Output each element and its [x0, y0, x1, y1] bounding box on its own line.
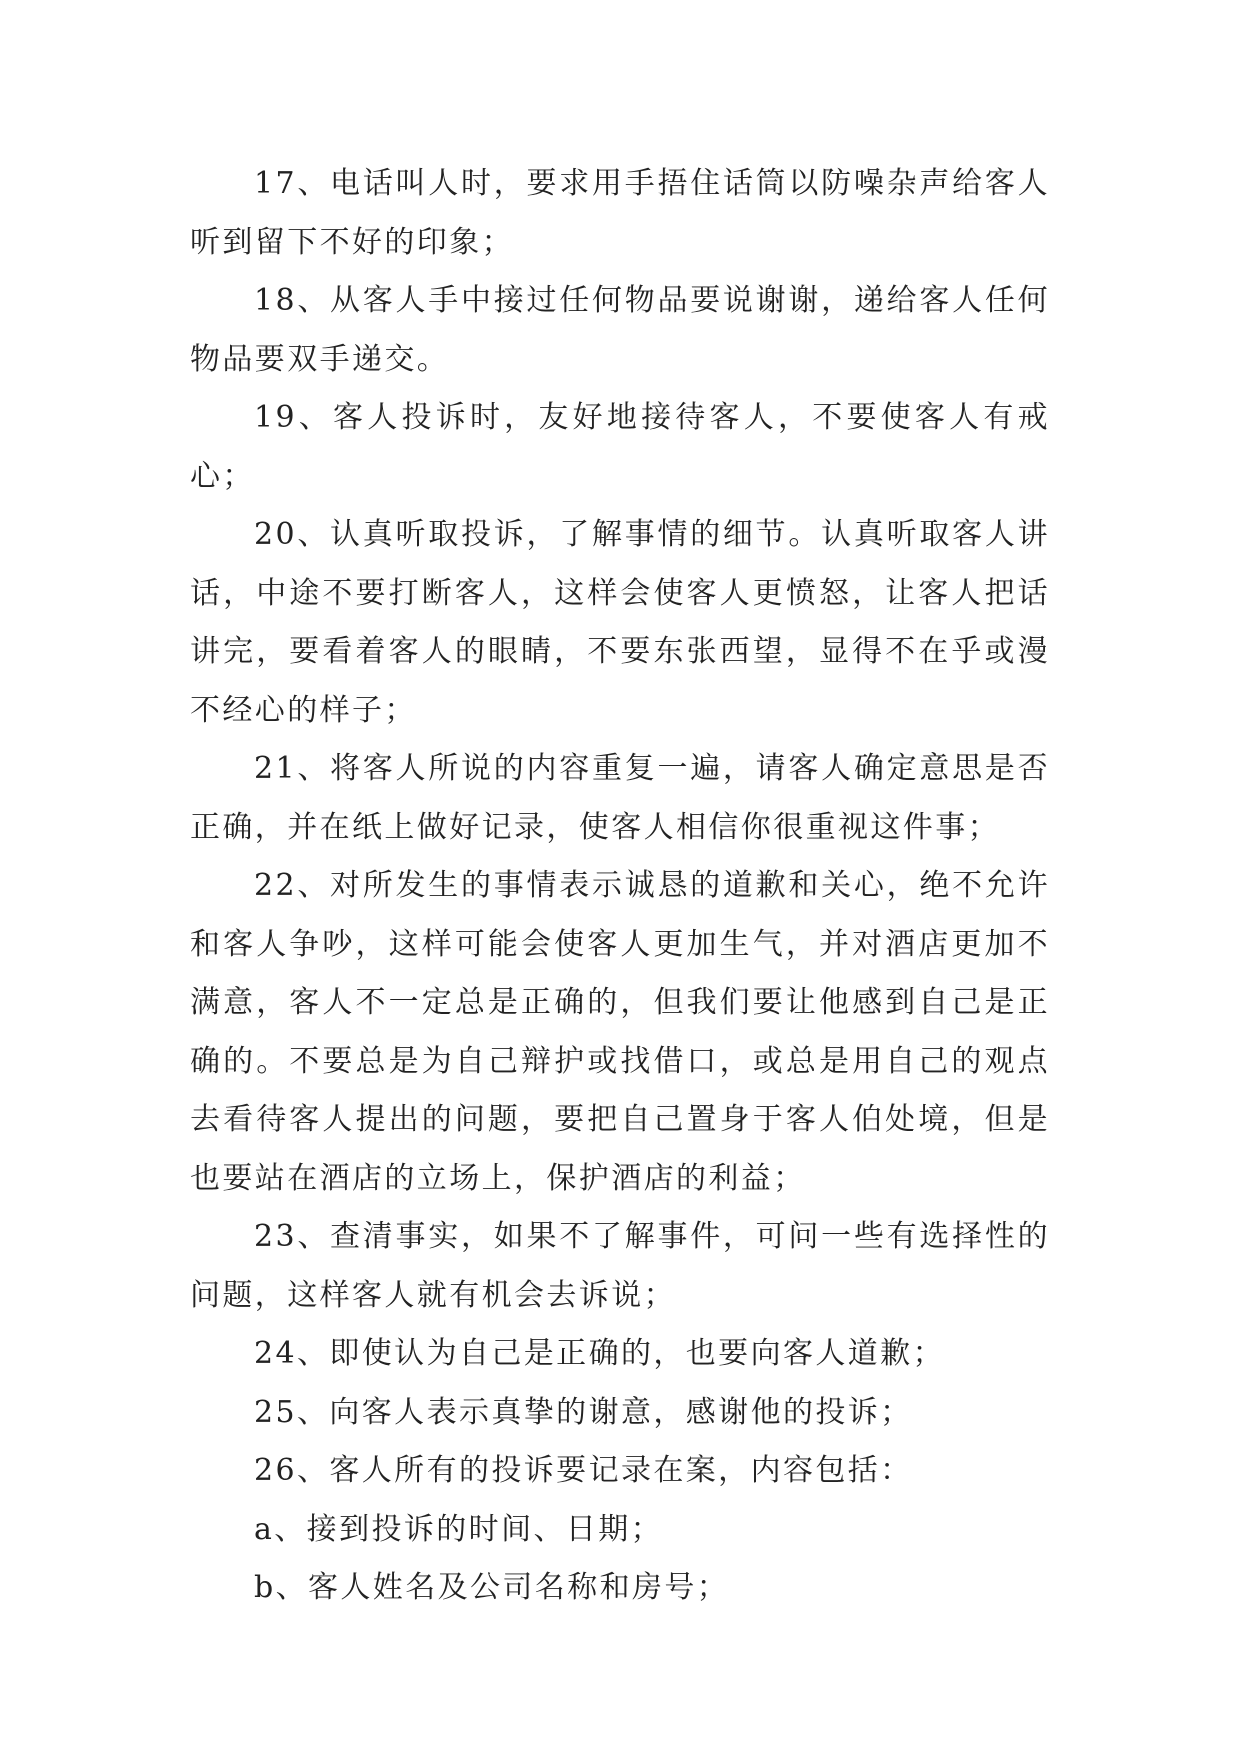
paragraph-23: 23、查清事实，如果不了解事件，可问一些有选择性的问题，这样客人就有机会去诉说； [190, 1219, 1050, 1313]
paragraph-19: 19、客人投诉时，友好地接待客人，不要使客人有戒心； [190, 400, 1050, 494]
list-item-b: b、客人姓名及公司名称和房号； [254, 1570, 730, 1605]
paragraph-21: 21、将客人所说的内容重复一遍，请客人确定意思是否正确，并在纸上做好记录，使客人相信你很重视这件事； [190, 751, 1050, 845]
paragraph-17: 17、电话叫人时，要求用手捂住话筒以防噪杂声给客人听到留下不好的印象； [190, 166, 1050, 260]
paragraph-22: 22、对所发生的事情表示诚恳的道歉和关心，绝不允许和客人争吵，这样可能会使客人更加生气，并对酒店更加不满意，客人不一定总是正确的，但我们要让他感到自己是正确的。不要总是为自己辩护或找借口，或总是用自己的观点去看待客人提出的问题，要把自己置身于客人伯处境，但是也要站在酒店的立场上，保护酒店的利益； [190, 868, 1050, 1196]
list-item-a: a、接到投诉的时间、日期； [254, 1511, 664, 1547]
paragraph-18: 18、从客人手中接过任何物品要说谢谢，递给客人任何物品要双手递交。 [190, 283, 1050, 377]
document-body [190, 155, 1050, 1618]
paragraph-25: 25、向客人表示真挚的谢意，感谢他的投诉； [254, 1394, 913, 1430]
paragraph-20: 20、认真听取投诉，了解事情的细节。认真听取客人讲话，中途不要打断客人，这样会使客人更愤怒，让客人把话讲完，要看着客人的眼睛，不要东张西望，显得不在乎或漫不经心的样子； [190, 517, 1050, 728]
paragraph-24: 24、即使认为自己是正确的，也要向客人道歉； [254, 1336, 945, 1371]
paragraph-26: 26、客人所有的投诉要记录在案，内容包括： [254, 1453, 913, 1488]
